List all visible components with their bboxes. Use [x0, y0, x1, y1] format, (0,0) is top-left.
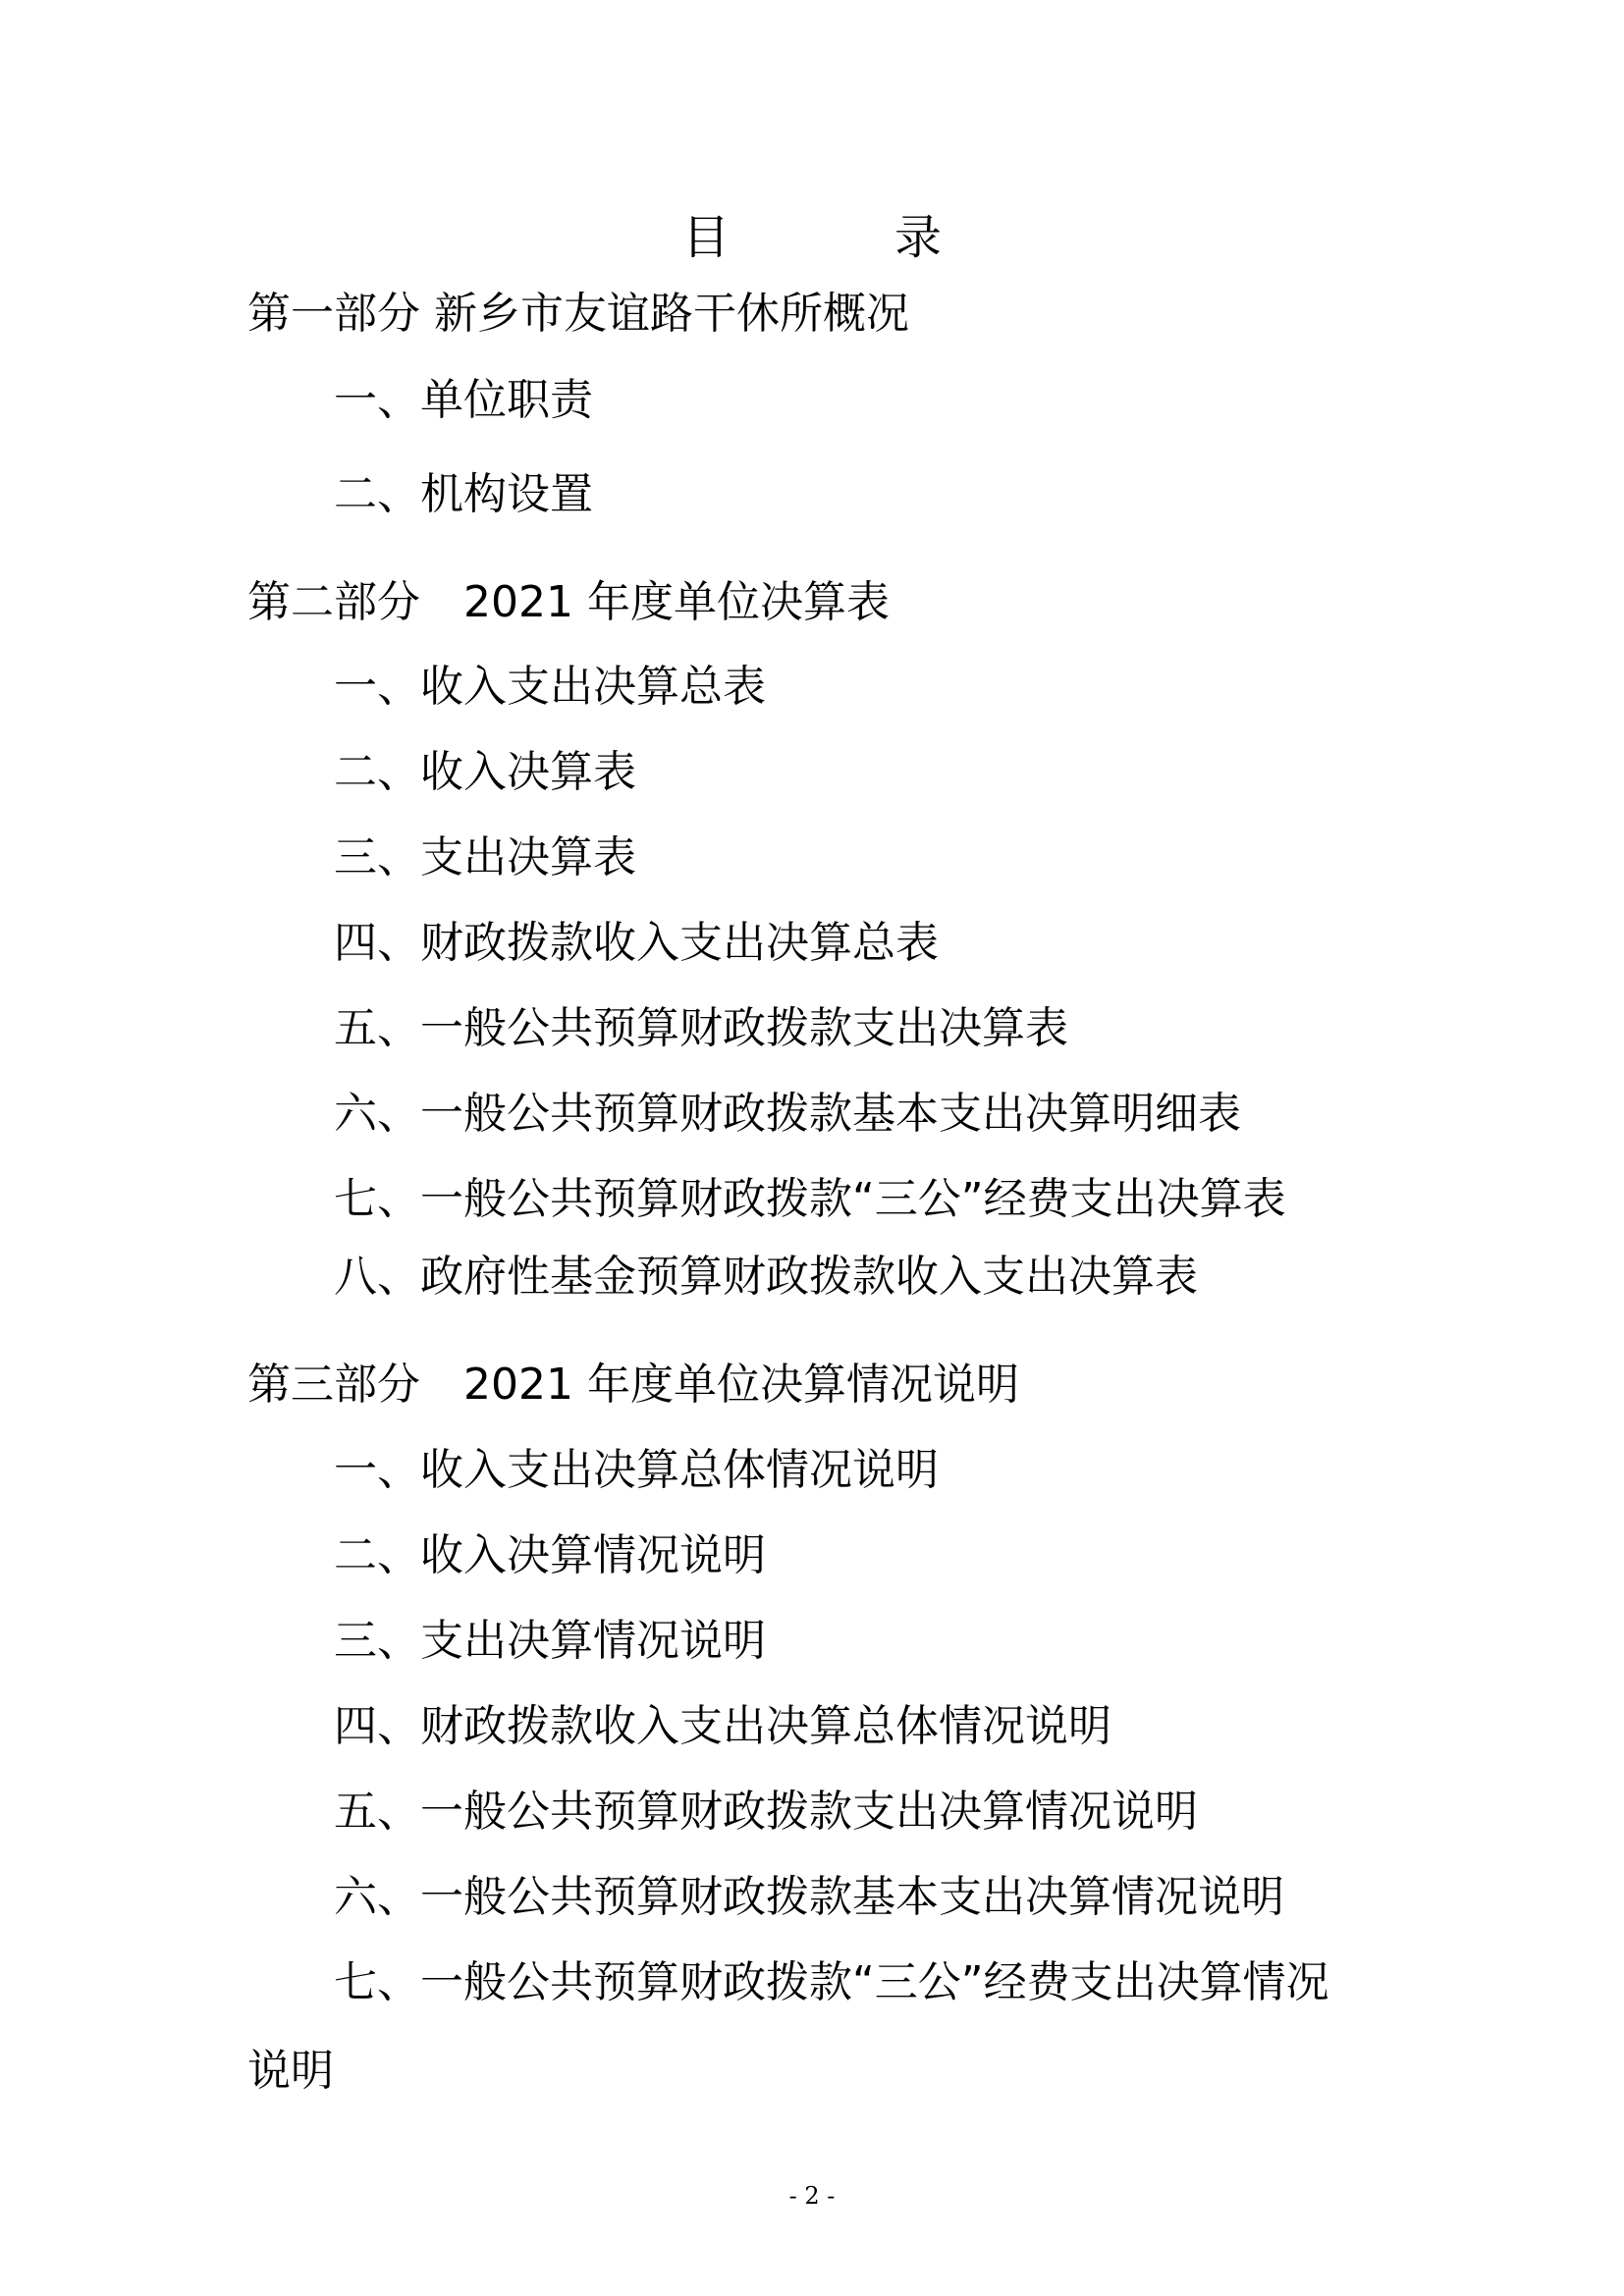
part-2-item-3: 三、支出决算表 — [334, 832, 636, 882]
part-3-item-5: 五、一般公共预算财政拨款支出决算情况说明 — [334, 1787, 1198, 1837]
part-3-item-7: 七、一般公共预算财政拨款“三公”经费支出决算情况 — [334, 1957, 1329, 2007]
toc-title: 目 录 — [681, 210, 1001, 265]
part-3-item-6: 六、一般公共预算财政拨款基本支出决算情况说明 — [334, 1872, 1284, 1922]
part-2-item-8: 八、政府性基金预算财政拨款收入支出决算表 — [334, 1252, 1198, 1302]
part-3-heading: 第三部分 2021 年度单位决算情况说明 — [247, 1360, 1019, 1410]
part-3-item-4: 四、财政拨款收入支出决算总体情况说明 — [334, 1701, 1111, 1751]
part-2-item-4: 四、财政拨款收入支出决算总表 — [334, 918, 939, 968]
part-1-item-2: 二、机构设置 — [334, 469, 593, 519]
part-2-item-1: 一、收入支出决算总表 — [334, 662, 766, 712]
part-3-item-2: 二、收入决算情况说明 — [334, 1530, 766, 1580]
part-2-item-7: 七、一般公共预算财政拨款“三公”经费支出决算表 — [334, 1174, 1286, 1224]
part-3-item-1: 一、收入支出决算总体情况说明 — [334, 1445, 939, 1495]
part-2-heading: 第二部分 2021 年度单位决算表 — [247, 577, 890, 627]
part-3-item-7-continuation: 说明 — [247, 2046, 334, 2096]
part-1-item-1: 一、单位职责 — [334, 375, 593, 425]
part-2-item-5: 五、一般公共预算财政拨款支出决算表 — [334, 1003, 1068, 1053]
part-2-item-6: 六、一般公共预算财政拨款基本支出决算明细表 — [334, 1089, 1241, 1139]
part-2-item-2: 二、收入决算表 — [334, 747, 636, 797]
part-1-heading: 第一部分 新乡市友谊路干休所概况 — [247, 289, 909, 339]
part-3-item-3: 三、支出决算情况说明 — [334, 1616, 766, 1666]
page-number: - 2 - — [788, 2182, 836, 2210]
